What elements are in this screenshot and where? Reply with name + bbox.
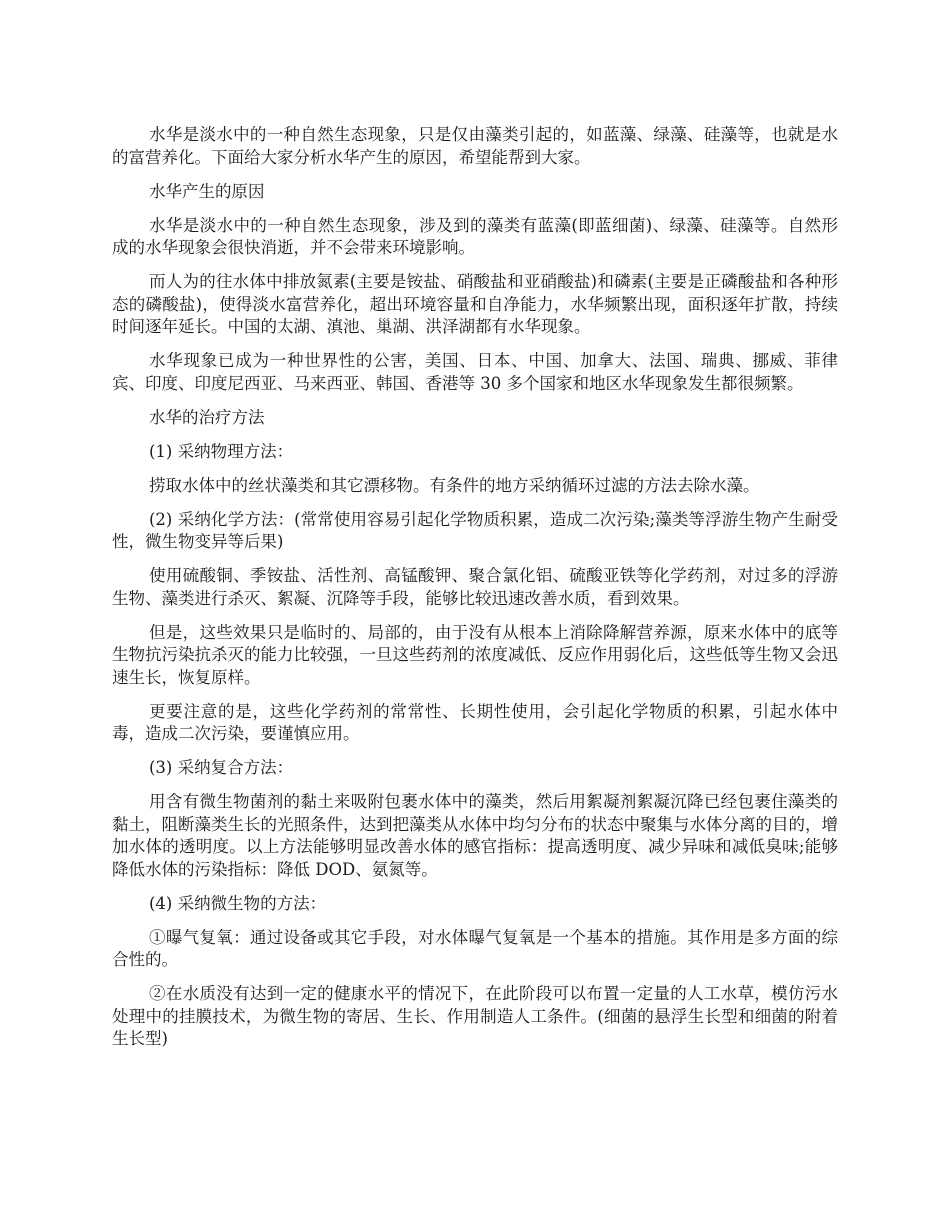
intro-paragraph: 水华是淡水中的一种自然生态现象，只是仅由藻类引起的，如蓝藻、绿藻、硅藻等，也就是水的富营养化。下面给大家分析水华产生的原因，希望能帮到大家。 xyxy=(112,125,838,167)
paragraph-chemical-limits: 但是，这些效果只是临时的、局部的，由于没有从根本上消除降解营养源，原来水体中的底等生物抗污染抗杀灭的能力比较强，一旦这些药剂的浓度减低、反应作用弱化后，这些低等生物又会迅速生长，恢复原样。 xyxy=(112,622,838,687)
section-heading-causes: 水华产生的原因 xyxy=(149,181,265,201)
paragraph-global-hazard: 水华现象已成为一种世界性的公害，美国、日本、中国、加拿大、法国、瑞典、挪威、菲律宾、印度、印度尼西亚、马来西亚、韩国、香港等 30 多个国家和地区水华现象发生都很频繁。 xyxy=(112,351,838,393)
method-heading-microbial: (4) 采纳微生物的方法： xyxy=(149,893,327,913)
method-heading-chemical: (2) 采纳化学方法：(常常使用容易引起化学物质积累，造成二次污染;藻类等浮游生物产生耐受性，微生物变异等后果) xyxy=(112,509,838,551)
paragraph-chemical-warning: 更要注意的是，这些化学药剂的常常性、长期性使用，会引起化学物质的积累，引起水体中毒，造成二次污染，要谨慎应用。 xyxy=(112,701,838,743)
paragraph-natural-bloom: 水华是淡水中的一种自然生态现象，涉及到的藻类有蓝藻(即蓝细菌)、绿藻、硅藻等。自然形成的水华现象会很快消逝，并不会带来环境影响。 xyxy=(112,215,838,257)
paragraph-chemical-agents: 使用硫酸铜、季铵盐、活性剂、高锰酸钾、聚合氯化铝、硫酸亚铁等化学药剂，对过多的浮游生物、藻类进行杀灭、絮凝、沉降等手段，能够比较迅速改善水质，看到效果。 xyxy=(112,566,838,608)
method-heading-composite: (3) 采纳复合方法： xyxy=(149,758,294,777)
document-body xyxy=(112,124,838,1062)
section-heading-treatment: 水华的治疗方法 xyxy=(149,407,265,427)
paragraph-human-causes: 而人为的往水体中排放氮素(主要是铵盐、硝酸盐和亚硝酸盐)和磷素(主要是正磷酸盐和各种形态的磷酸盐)，使得淡水富营养化，超出环境容量和自净能力，水华频繁出现，面积逐年扩散，持续时间逐年延长。中国的太湖、滇池、巢湖、洪泽湖都有水华现象。 xyxy=(112,272,838,336)
method-heading-physical: (1) 采纳物理方法： xyxy=(149,441,294,461)
paragraph-aeration: ①曝气复氧：通过设备或其它手段，对水体曝气复氧是一个基本的措施。其作用是多方面的综合性的。 xyxy=(112,927,838,969)
paragraph-composite-method: 用含有微生物菌剂的黏土来吸附包裹水体中的藻类，然后用絮凝剂絮凝沉降已经包裹住藻类的黏土，阻断藻类生长的光照条件，达到把藻类从水体中均匀分布的状态中聚集与水体分离的目的，增加水体的透明度。以上方法能够明显改善水体的感官指标：提高透明度、减少异味和减低臭味;能够降低水体的污染指标：降低 DOD、氨氮等。 xyxy=(112,792,838,879)
paragraph-artificial-plants: ②在水质没有达到一定的健康水平的情况下，在此阶段可以布置一定量的人工水草，模仿污水处理中的挂膜技术，为微生物的寄居、生长、作用制造人工条件。(细菌的悬浮生长型和细菌的附着生长型) xyxy=(112,984,838,1048)
paragraph-physical-method: 捞取水体中的丝状藻类和其它漂移物。有条件的地方采纳循环过滤的方法去除水藻。 xyxy=(149,475,760,495)
